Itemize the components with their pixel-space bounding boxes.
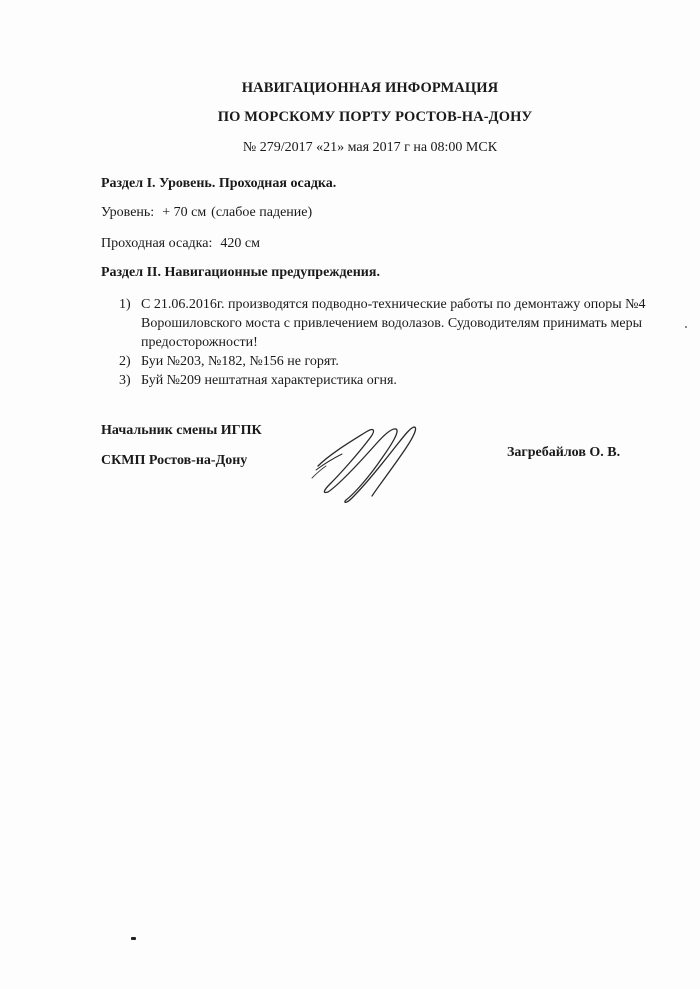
scan-speck: [685, 326, 687, 328]
section1-heading: Раздел I. Уровень. Проходная осадка.: [101, 176, 337, 191]
warning-number: 2): [119, 354, 131, 369]
section2-heading: Раздел II. Навигационные предупреждения.: [101, 265, 380, 280]
signer-position-line2: СКМП Ростов-на-Дону: [101, 453, 248, 468]
signer-name: Загребайлов О. В.: [507, 445, 621, 460]
level-value: + 70 см: [162, 205, 207, 220]
warning-number: 3): [119, 373, 131, 388]
warning-item: [119, 352, 679, 371]
warning-text: Буи №203, №182, №156 не горят.: [141, 354, 339, 369]
draft-row: [101, 236, 260, 252]
document-title-line1: НАВИГАЦИОННАЯ ИНФОРМАЦИЯ: [241, 80, 499, 96]
signer-position-line1: Начальник смены ИГПК: [101, 423, 262, 438]
warning-text: Буй №209 нештатная характеристика огня.: [141, 373, 397, 388]
draft-value: 420 см: [220, 236, 260, 251]
warning-text: С 21.06.2016г. производятся подводно-технические работы по демонтажу опоры №4 Ворошиловского моста с привлечением водолазов. Судоводителям принимать меры предосторожности!: [141, 297, 646, 350]
document-title-line2: ПО МОРСКОМУ ПОРТУ РОСТОВ-НА-ДОНУ: [217, 109, 533, 125]
warning-number: 1): [119, 297, 131, 312]
handwritten-signature: [310, 418, 440, 506]
level-row: [101, 205, 312, 221]
scan-speck: [131, 937, 136, 940]
level-note: (слабое падение): [211, 205, 313, 220]
warning-item: [119, 371, 679, 390]
draft-label: Проходная осадка:: [101, 236, 213, 251]
level-label: Уровень:: [101, 205, 155, 220]
warnings-list: [119, 295, 679, 390]
warning-item: [119, 295, 679, 352]
issue-line: № 279/2017 «21» мая 2017 г на 08:00 МСК: [242, 140, 498, 155]
